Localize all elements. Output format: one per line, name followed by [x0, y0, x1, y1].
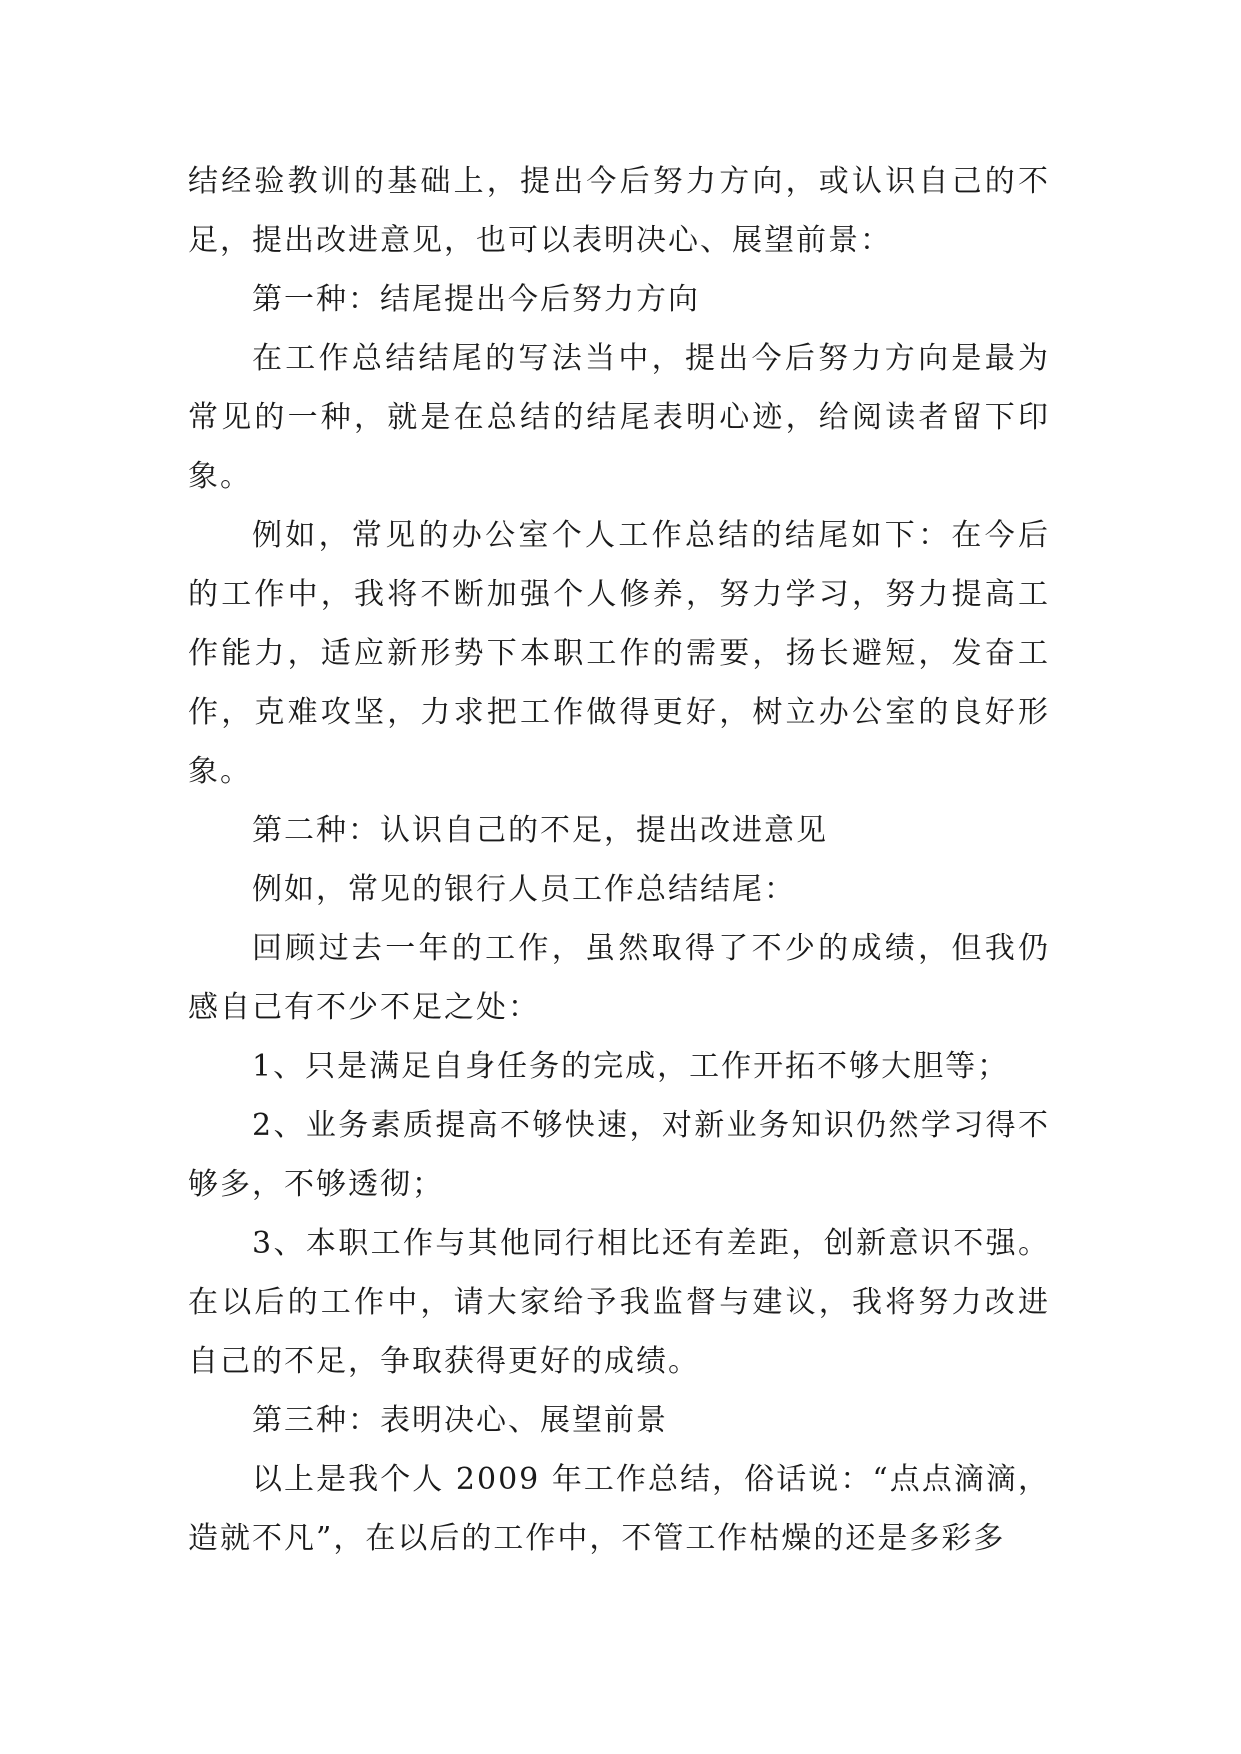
paragraph-office-example: 例如，常见的办公室个人工作总结的结尾如下：在今后的工作中，我将不断加强个人修养，努力学习，努力提高工作能力，适应新形势下本职工作的需要，扬长避短，发奋工作，克难攻坚，力求把工作做得更好，树立办公室的良好形象。	[188, 518, 1050, 789]
heading-method-one: 第一种：结尾提出今后努力方向	[252, 282, 700, 317]
list-item-1: 1、只是满足自身任务的完成，工作开拓不够大胆等；	[252, 1049, 1010, 1084]
list-item-2: 2、业务素质提高不够快速，对新业务知识仍然学习得不够多，不够透彻；	[188, 1108, 1050, 1202]
paragraph-summary-2009: 以上是我个人 2009 年工作总结，俗话说：“点点滴滴，造就不凡”，在以后的工作中，不管工作枯燥的还是多彩多	[188, 1462, 1050, 1556]
paragraph-method-one-desc: 在工作总结结尾的写法当中，提出今后努力方向是最为常见的一种，就是在总结的结尾表明心迹，给阅读者留下印象。	[188, 341, 1050, 494]
paragraph-continuation: 结经验教训的基础上，提出今后努力方向，或认识自己的不足，提出改进意见，也可以表明决心、展望前景：	[188, 164, 1050, 258]
heading-method-two: 第二种：认识自己的不足，提出改进意见	[252, 813, 828, 848]
paragraph-bank-example-intro: 例如，常见的银行人员工作总结结尾：	[252, 872, 796, 907]
document-body	[188, 152, 1050, 1568]
paragraph-review: 回顾过去一年的工作，虽然取得了不少的成绩，但我仍感自己有不少不足之处：	[188, 931, 1050, 1025]
heading-method-three: 第三种：表明决心、展望前景	[252, 1403, 668, 1438]
list-item-3: 3、本职工作与其他同行相比还有差距，创新意识不强。在以后的工作中，请大家给予我监督与建议，我将努力改进自己的不足，争取获得更好的成绩。	[188, 1226, 1050, 1379]
